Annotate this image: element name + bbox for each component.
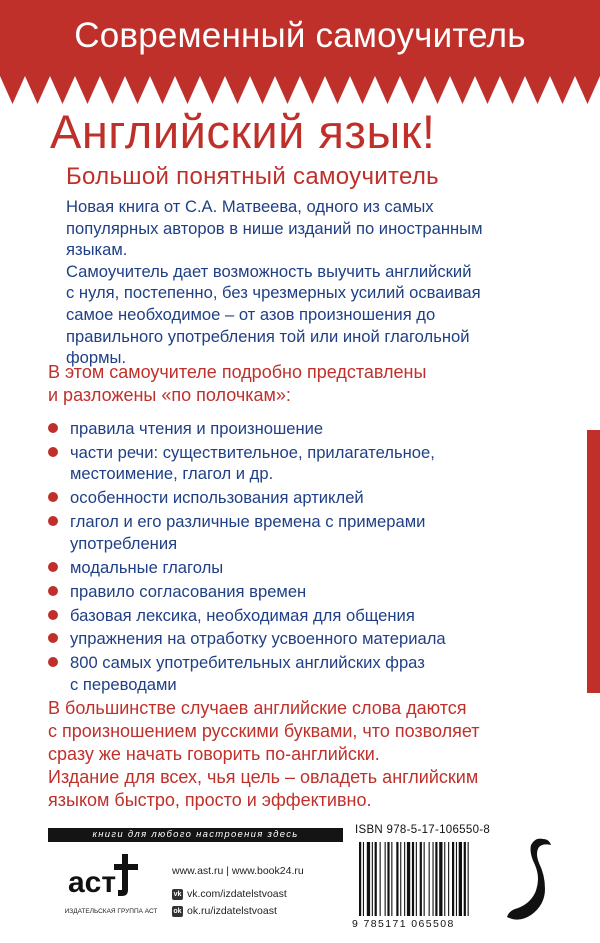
isbn-number: ISBN 978-5-17-106550-8 [355,824,491,836]
barcode-icon [357,842,493,928]
decorative-side-bar [587,430,600,693]
bullet-dot-icon [48,610,58,620]
list-item: особенности использования артиклей [48,487,518,509]
intro-line: Новая книга от С.А. Матвеева, одного из самых [66,197,434,216]
barcode-bar [380,842,381,916]
outro-line: Издание для всех, чья цель – овладеть английским [48,767,479,787]
outro-text [48,697,568,812]
social-links [172,886,287,920]
outro-line: В большинстве случаев английские слова даются [48,698,467,718]
intro-line: популярных авторов в нише изданий по иностранным [66,218,483,238]
outro-line: языком быстро, просто и эффективно. [48,790,372,810]
contents-heading [48,361,548,407]
vk-link[interactable]: vk vk.com/izdatelstvoast [173,888,287,900]
book-subtitle: Большой понятный самоучитель [66,163,439,190]
list-item: модальные глаголы [48,557,518,579]
series-banner [0,0,600,106]
barcode-bar [433,842,434,916]
barcode-bar [444,842,445,916]
intro-line: самое необходимое – от азов произношения до [66,304,436,324]
barcode-bar [429,842,430,916]
bullet-dot-icon [48,516,58,526]
barcode-bar [435,842,437,916]
vk-icon: vk [173,891,182,898]
bullet-dot-icon [48,657,58,667]
barcode-bar [367,842,370,916]
publisher-caption: ИЗДАТЕЛЬСКАЯ ГРУППА АСТ [64,908,158,915]
ok-icon: ok [173,908,182,915]
barcode-bar [363,842,364,916]
intro-text [66,196,536,369]
barcode-bar [459,842,462,916]
publisher-sites[interactable]: www.ast.ru | www.book24.ru [172,865,304,877]
barcode-bar [452,842,454,916]
list-item: правила чтения и произношение [48,418,518,440]
swan-logo-icon [505,835,555,927]
barcode-number: 9 785171 065508 [352,918,455,930]
book-title: Английский язык! [50,105,436,158]
barcode-bar [456,842,457,916]
bullet-dot-icon [48,586,58,596]
heading-line: и разложены «по полочкам»: [48,385,291,405]
barcode-bar [387,842,389,916]
barcode-bar [424,842,425,916]
barcode-bar [396,842,398,916]
intro-line: правильного употребления той или иной глагольной [66,326,470,346]
publisher-tagline: книги для любого настроения здесь [48,828,343,842]
list-item: правило согласования времен [48,581,518,603]
barcode-bar [404,842,405,916]
bullet-dot-icon [48,423,58,433]
barcode-bar [385,842,386,916]
ast-logo-figure [114,854,138,896]
bullet-dot-icon [48,633,58,643]
barcode-bar [416,842,417,916]
intro-line: с нуля, постепенно, без чрезмерных усилий осваивая [66,283,481,303]
ast-logo-icon [64,848,150,904]
contents-list [48,418,518,698]
outro-line: сразу же начать говорить по-английски. [48,744,380,764]
heading-line: В этом самоучителе подробно представлены [48,362,427,382]
bullet-dot-icon [48,447,58,457]
barcode-bar [412,842,414,916]
barcode-bar [359,842,361,916]
intro-line: языкам. [66,240,128,260]
bullet-dot-icon [48,492,58,502]
barcode-bar [448,842,449,916]
bullet-dot-icon [48,562,58,572]
barcode-bar [420,842,422,916]
intro-line: Самоучитель дает возможность выучить английский [66,261,472,281]
list-item: базовая лексика, необходимая для общения [48,605,518,627]
barcode-bar [391,842,392,916]
ok-link[interactable]: ok ok.ru/izdatelstvoast [173,905,277,917]
barcode-bar [464,842,466,916]
barcode-bar [400,842,401,916]
intro-line: формы. [66,348,127,368]
barcode-bar [407,842,410,916]
series-title: Современный самоучитель [74,16,526,55]
list-item: глагол и его различные времена с примерами употребления [48,511,518,554]
list-item: части речи: существительное, прилагательное, местоимение, глагол и др. [48,442,518,485]
barcode-bar [375,842,377,916]
barcode-bar [372,842,373,916]
list-item: упражнения на отработку усвоенного материала [48,628,518,650]
ast-logo-text: аст [68,866,117,899]
barcode-bar [468,842,469,916]
list-item: 800 самых употребительных английских фраз с переводами [48,652,518,695]
barcode-bar [439,842,442,916]
outro-line: с произношением русскими буквами, что позволяет [48,721,480,741]
